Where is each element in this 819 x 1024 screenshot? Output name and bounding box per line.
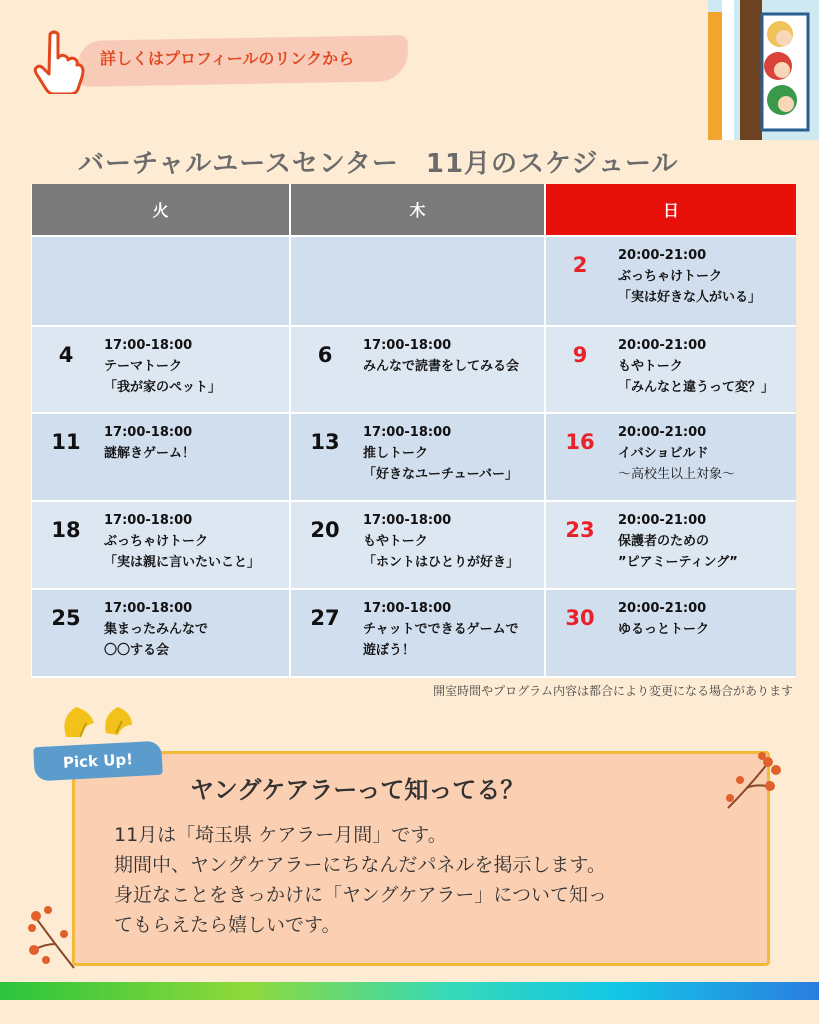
event-text: 遊ぼう！ (363, 643, 416, 658)
event-time: 17:00-18:00 (363, 338, 452, 353)
schedule-cell (32, 590, 289, 676)
event-text: イバショビルド (618, 446, 709, 461)
day-number: 6 (317, 343, 333, 367)
event-info (363, 422, 518, 485)
event-info (104, 422, 195, 464)
event-time: 20:00-21:00 (618, 425, 707, 440)
door-illustration (708, 0, 819, 140)
day-number: 30 (565, 606, 595, 630)
event-text: もやトーク (363, 534, 428, 549)
schedule-table (31, 184, 795, 678)
schedule-cell (32, 414, 289, 500)
event-info (363, 510, 519, 573)
berry-branch-icon (24, 904, 84, 970)
berry-branch-icon (718, 748, 788, 818)
event-time: 17:00-18:00 (104, 601, 193, 616)
schedule-cell (546, 590, 796, 676)
event-text: 〜高校生以上対象〜 (618, 467, 736, 482)
schedule-note: 開室時間やプログラム内容は都合により変更になる場合があります (433, 684, 793, 698)
event-info (363, 598, 519, 661)
event-info (104, 598, 208, 661)
event-time: 17:00-18:00 (104, 338, 193, 353)
day-number: 4 (58, 343, 74, 367)
event-text: 「実は好きな人がいる」 (618, 290, 762, 305)
day-number: 23 (565, 518, 595, 542)
ginkgo-leaves-icon (58, 697, 148, 745)
schedule-cell (32, 502, 289, 588)
pointing-hand-icon (30, 28, 86, 94)
day-number: 16 (565, 430, 595, 454)
event-text: テーマトーク (104, 359, 183, 374)
event-time: 20:00-21:00 (618, 513, 707, 528)
event-text: 謎解きゲーム！ (104, 446, 196, 461)
event-text: みんなで読書をしてみる会 (363, 359, 520, 374)
event-text: ぶっちゃけトーク (104, 534, 209, 549)
event-info (363, 335, 519, 377)
profile-link-text[interactable]: 詳しくはプロフィールのリンクから (100, 49, 355, 68)
event-info (104, 335, 221, 398)
event-time: 17:00-18:00 (104, 425, 193, 440)
event-text: 集まったみんなで (104, 622, 209, 637)
day-number: 25 (51, 606, 81, 630)
schedule-cell (546, 502, 796, 588)
event-text: ゆるっとトーク (618, 622, 710, 637)
event-text: 「実は親に言いたいこと」 (104, 555, 261, 570)
schedule-cell (32, 237, 289, 325)
schedule-cell (546, 327, 796, 412)
event-time: 20:00-21:00 (618, 338, 707, 353)
day-number: 20 (310, 518, 340, 542)
event-info (104, 510, 260, 573)
day-number: 2 (572, 253, 588, 277)
pickup-badge: Pick Up! (33, 741, 163, 782)
column-header-tue: 火 (32, 184, 289, 235)
schedule-cell (291, 502, 544, 588)
column-header-thu: 木 (291, 184, 544, 235)
column-header-sun: 日 (546, 184, 796, 235)
schedule-cell (291, 327, 544, 412)
pickup-line: 期間中、ヤングケアラーにちなんだパネルを掲示します。 (114, 854, 606, 876)
pickup-line: 11月は「埼玉県 ケアラー月間」です。 (114, 824, 447, 846)
event-info (618, 245, 761, 308)
event-info (618, 422, 735, 485)
event-text: チャットでできるゲームで (363, 622, 519, 637)
event-text: 「ホントはひとりが好き」 (363, 555, 520, 570)
event-info (618, 598, 709, 640)
event-time: 17:00-18:00 (363, 601, 452, 616)
pickup-heading: ヤングケアラーって知ってる？ (190, 776, 525, 804)
event-time: 20:00-21:00 (618, 248, 707, 263)
event-text: 「我が家のペット」 (104, 380, 222, 395)
schedule-cell (32, 327, 289, 412)
event-text: 推しトーク (363, 446, 429, 461)
page-title: バーチャルユースセンター 11月のスケジュール (78, 149, 679, 179)
event-time: 17:00-18:00 (104, 513, 193, 528)
day-number: 27 (310, 606, 340, 630)
day-number: 13 (310, 430, 340, 454)
schedule-cell (291, 414, 544, 500)
day-number: 18 (51, 518, 81, 542)
schedule-cell (546, 237, 796, 325)
event-text: もやトーク (618, 359, 683, 374)
event-time: 17:00-18:00 (363, 425, 452, 440)
pickup-line: 身近なことをきっかけに「ヤングケアラー」について知っ (114, 884, 608, 906)
schedule-cell (291, 237, 544, 325)
schedule-cell (546, 414, 796, 500)
event-info (618, 510, 738, 573)
event-text: 保護者のための (618, 534, 710, 549)
pickup-body (114, 820, 754, 940)
event-text: 「好きなユーチューバー」 (363, 467, 518, 482)
day-number: 9 (572, 343, 588, 367)
event-text: ぶっちゃけトーク (618, 269, 723, 284)
event-text: 〇〇する会 (104, 643, 170, 658)
gradient-bar (0, 982, 819, 1000)
pickup-line: てもらえたら嬉しいです。 (114, 914, 341, 936)
event-info (618, 335, 774, 398)
event-text: ”ピアミーティング” (618, 555, 738, 570)
event-time: 17:00-18:00 (363, 513, 452, 528)
schedule-cell (291, 590, 544, 676)
event-time: 20:00-21:00 (618, 601, 707, 616)
event-text: 「みんなと違うって変？」 (618, 380, 775, 395)
day-number: 11 (51, 430, 81, 454)
